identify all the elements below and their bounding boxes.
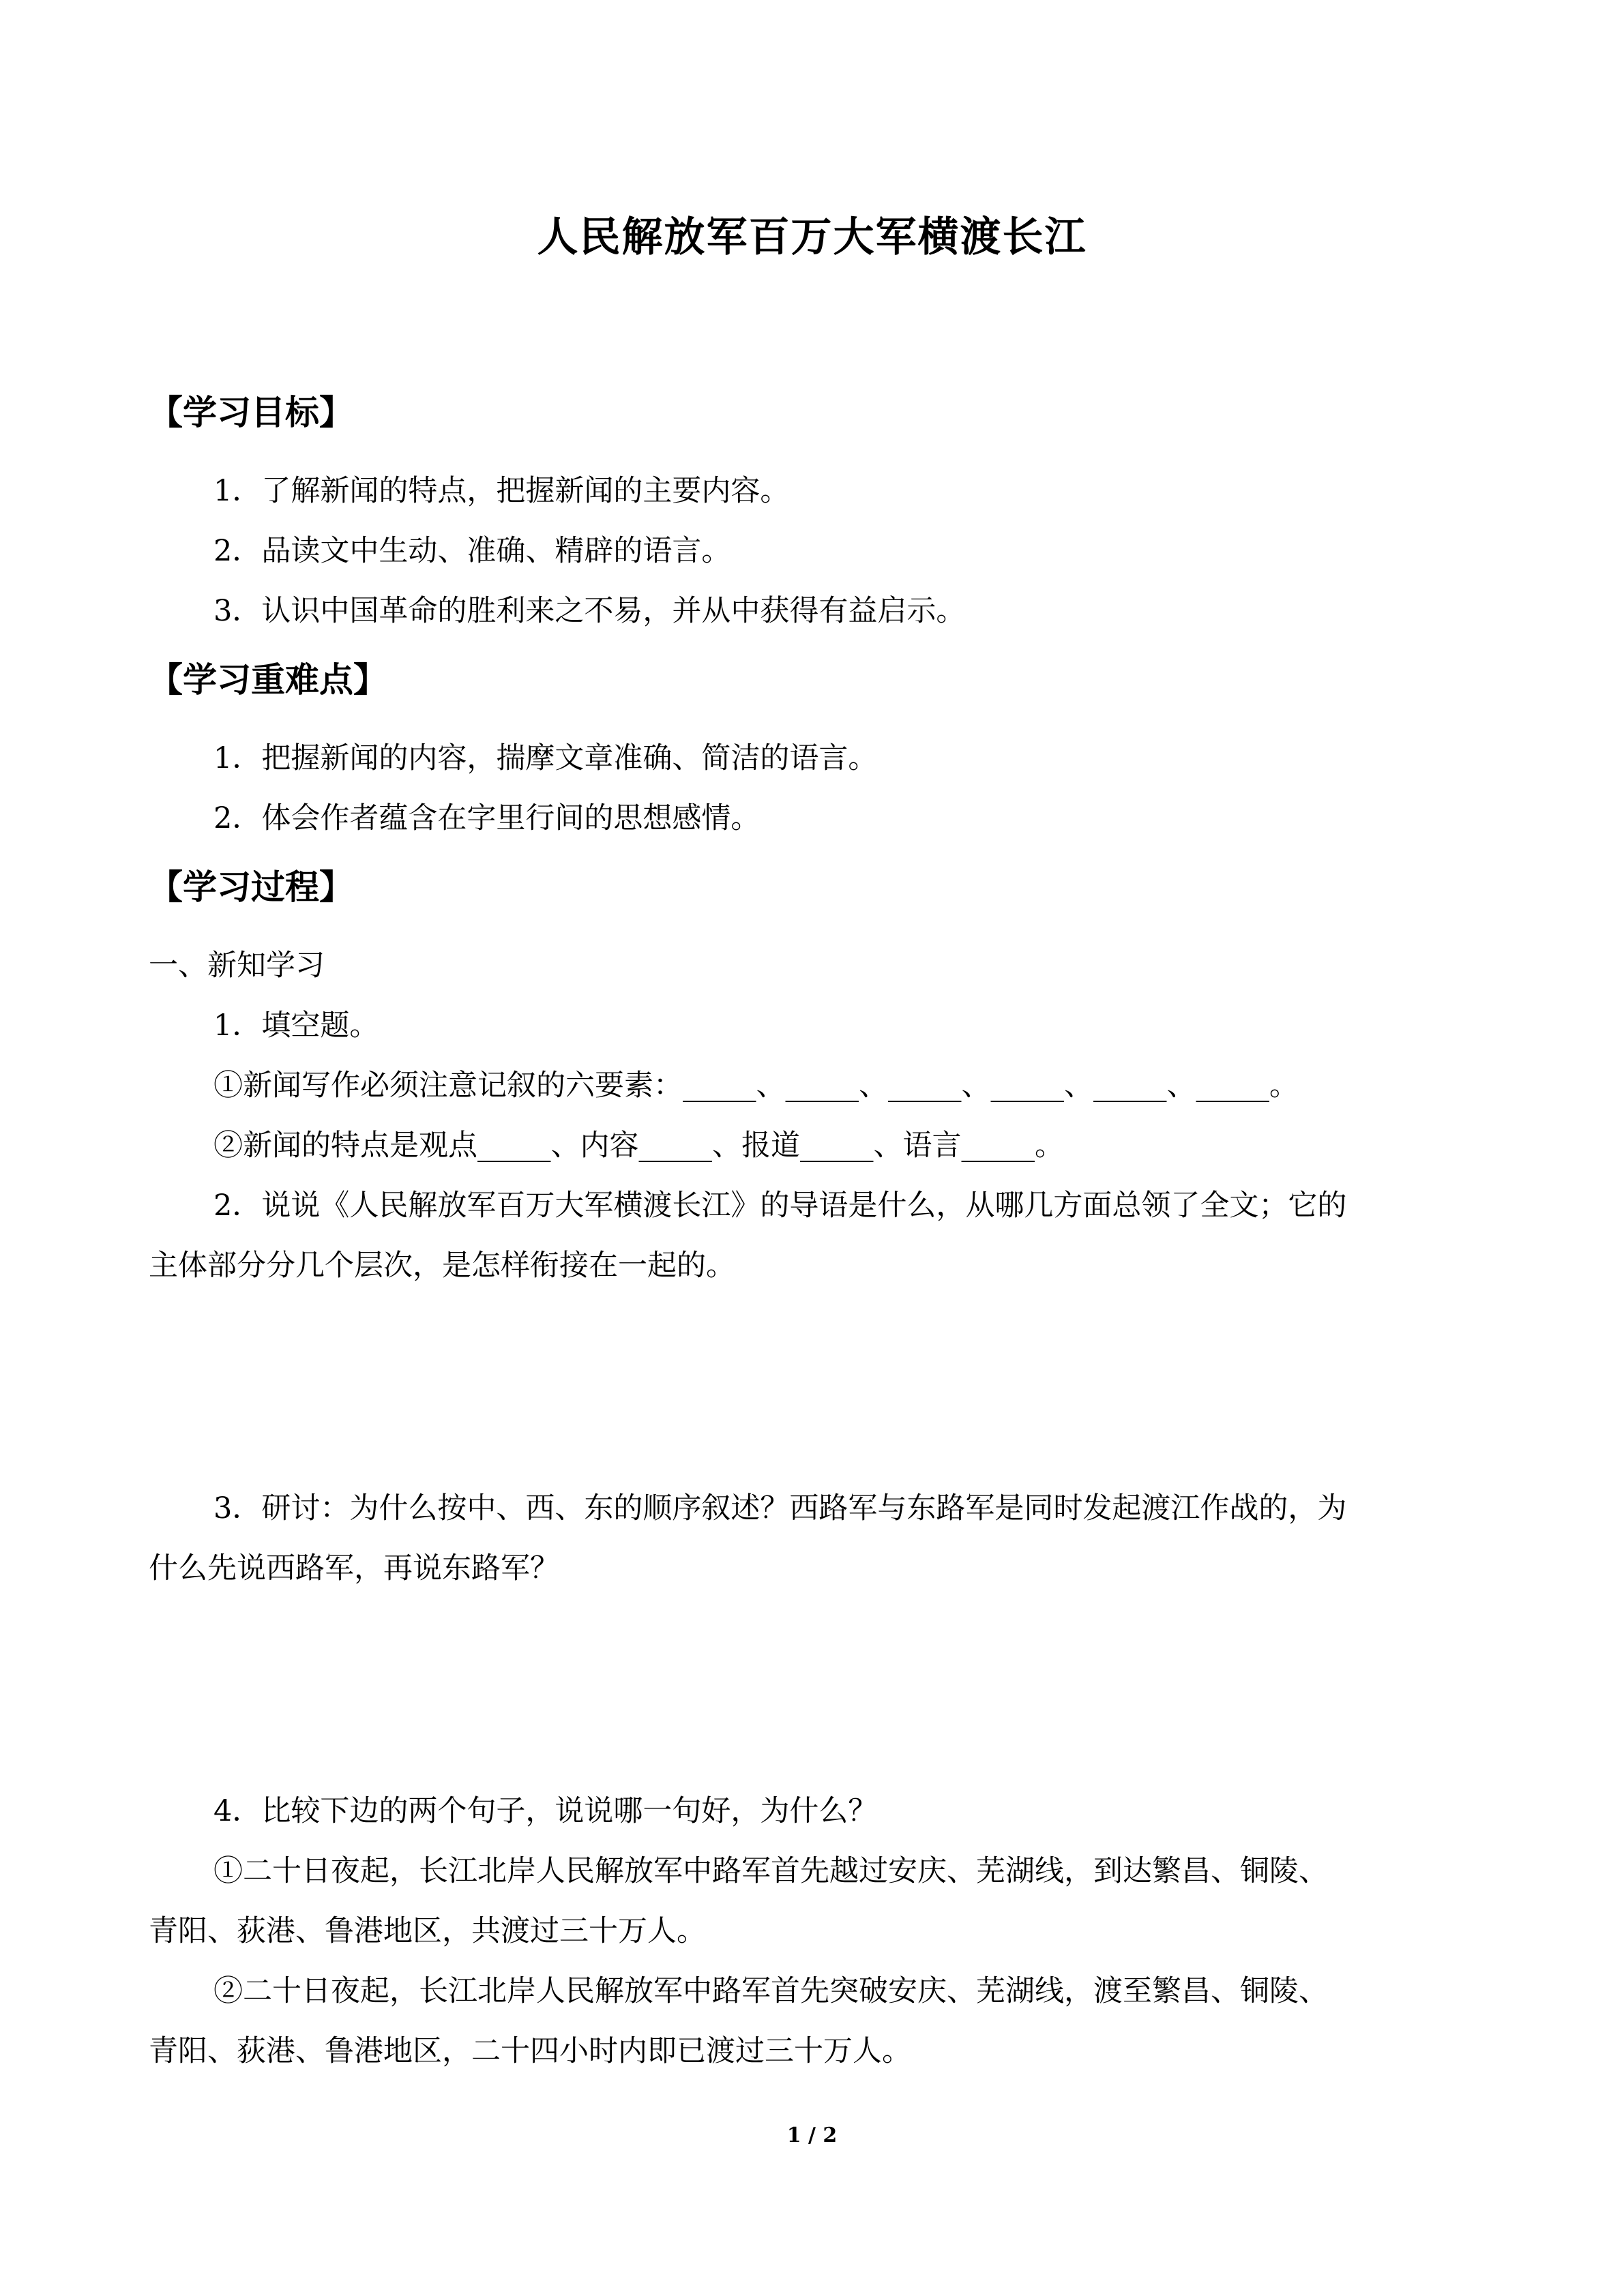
question-3-line-2: 什么先说西路军，再说东路军？: [149, 1551, 559, 1585]
question-4: 4．比较下边的两个句子，说说哪一句好，为什么？: [213, 1794, 878, 1828]
objective-item-1: 1．了解新闻的特点，把握新闻的主要内容。: [213, 474, 790, 508]
question-1: 1．填空题。: [213, 1009, 379, 1043]
question-1-a: ①新闻写作必须注意记叙的六要素：_____、_____、_____、_____、_____、_____。: [213, 1069, 1299, 1103]
question-4-b-line-2: 青阳、荻港、鲁港地区，二十四小时内即已渡过三十万人。: [149, 2034, 911, 2068]
process-heading: 【学习过程】: [149, 867, 353, 907]
question-4-b-line-1: ②二十日夜起，长江北岸人民解放军中路军首先突破安庆、芜湖线，渡至繁昌、铜陵、: [213, 1974, 1328, 2008]
question-3-line-1: 3．研讨：为什么按中、西、东的顺序叙述？西路军与东路军是同时发起渡江作战的，为: [213, 1491, 1347, 1525]
question-4-a-line-1: ①二十日夜起，长江北岸人民解放军中路军首先越过安庆、芜湖线，到达繁昌、铜陵、: [213, 1854, 1328, 1888]
key-points-heading: 【学习重难点】: [149, 660, 387, 700]
page-title: 人民解放军百万大军横渡长江: [537, 213, 1087, 261]
question-4-a-line-2: 青阳、荻港、鲁港地区，共渡过三十万人。: [149, 1914, 706, 1948]
objective-item-3: 3．认识中国革命的胜利来之不易，并从中获得有益启示。: [213, 594, 966, 628]
key-point-item-1: 1．把握新闻的内容，揣摩文章准确、简洁的语言。: [213, 741, 878, 775]
key-point-item-2: 2．体会作者蕴含在字里行间的思想感情。: [213, 801, 761, 835]
question-2-line-1: 2．说说《人民解放军百万大军横渡长江》的导语是什么，从哪几方面总领了全文；它的: [213, 1189, 1347, 1223]
question-1-b: ②新闻的特点是观点_____、内容_____、报道_____、语言_____。: [213, 1129, 1064, 1163]
part1-heading: 一、新知学习: [149, 949, 325, 983]
objective-item-2: 2．品读文中生动、准确、精辟的语言。: [213, 534, 731, 568]
question-2-line-2: 主体部分分几个层次，是怎样衔接在一起的。: [149, 1249, 735, 1283]
objectives-heading: 【学习目标】: [149, 393, 353, 432]
page-number: 1 / 2: [786, 2123, 838, 2147]
